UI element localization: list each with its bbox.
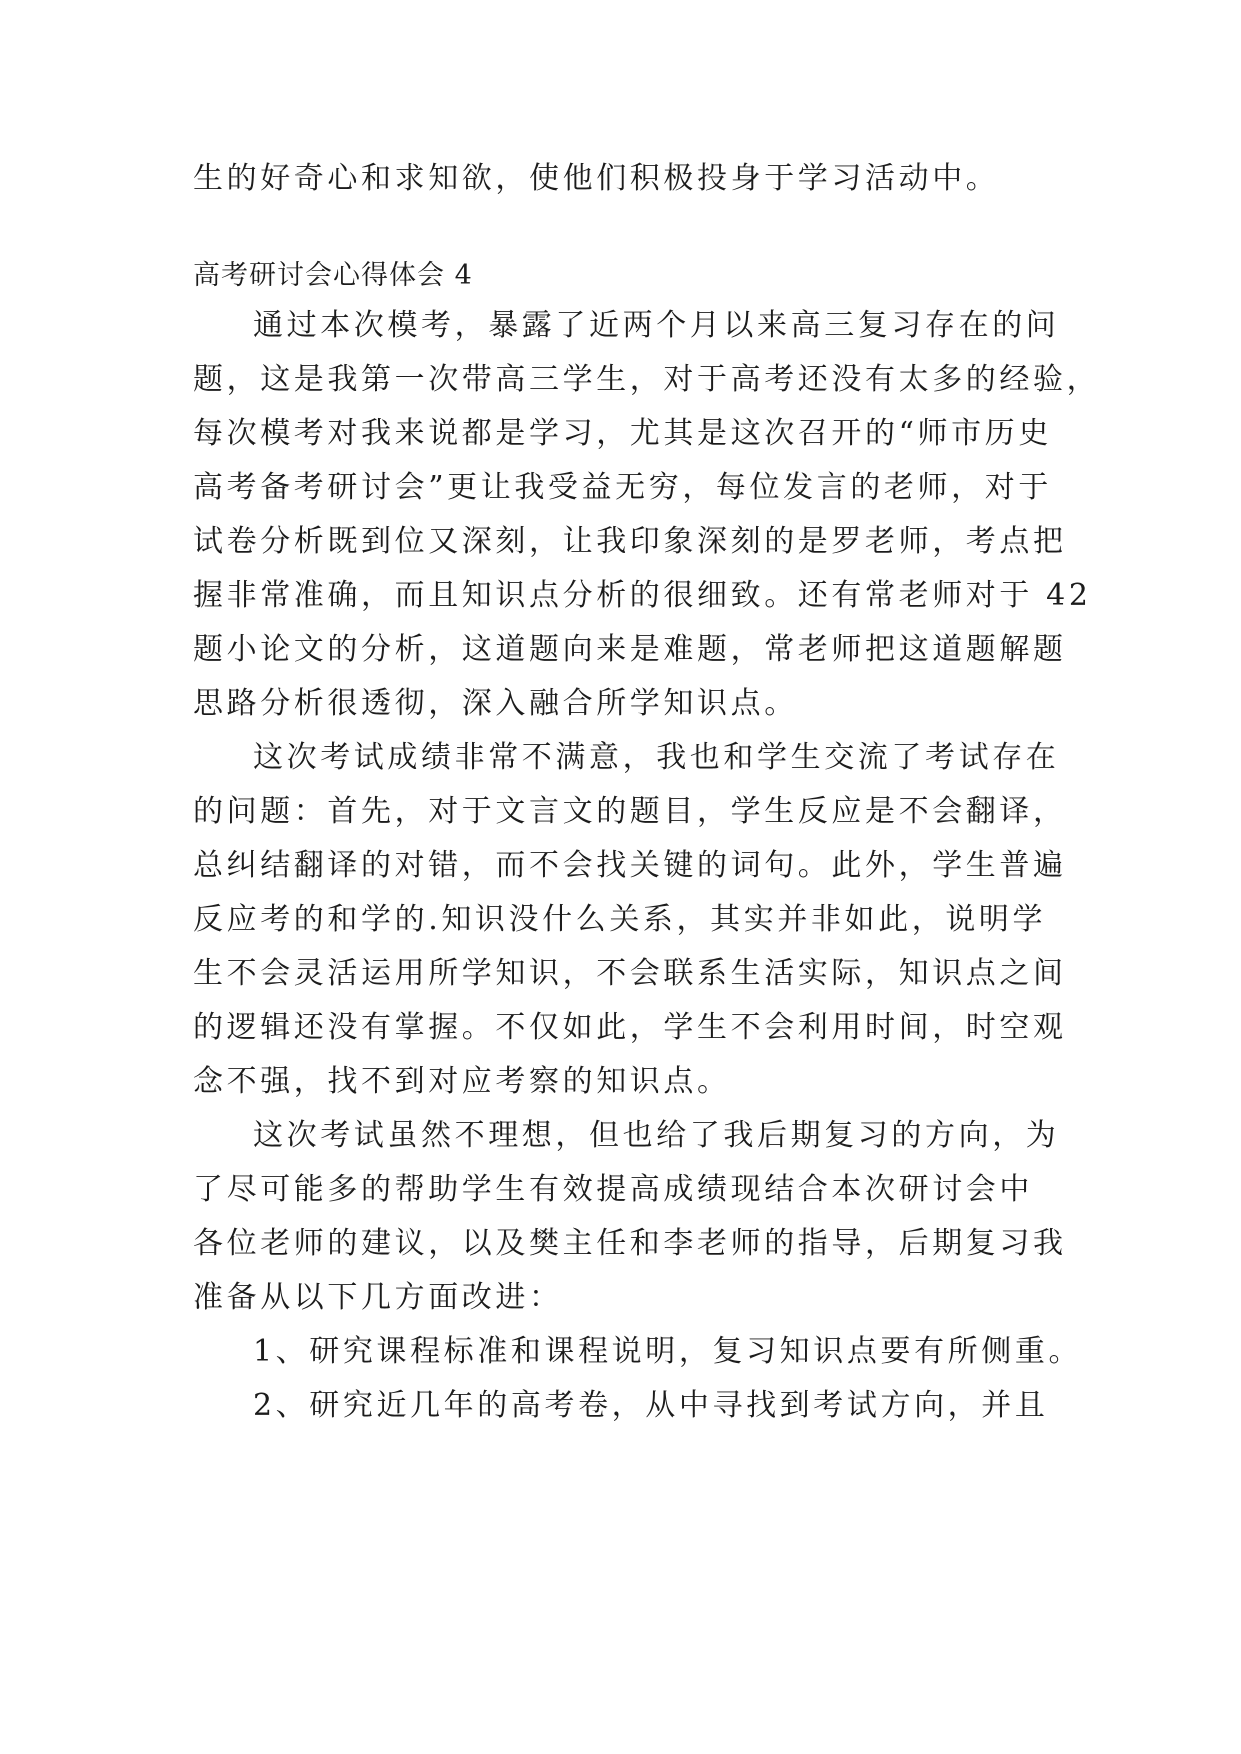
text-line: 的逻辑还没有掌握。不仅如此，学生不会利用时间，时空观 [193,1010,1067,1045]
section-heading: 高考研讨会心得体会 4 [193,260,473,291]
text-line: 准备从以下几方面改进： [193,1280,563,1315]
text-line: 了尽可能多的帮助学生有效提高成绩现结合本次研讨会中 [193,1172,1033,1207]
list-item: 1、研究课程标准和课程说明，复习知识点要有所侧重。 [253,1334,1083,1369]
text-line: 题小论文的分析，这道题向来是难题，常老师把这道题解题 [193,632,1067,667]
text-line: 念不强，找不到对应考察的知识点。 [193,1064,731,1099]
text-line: 题，这是我第一次带高三学生，对于高考还没有太多的经验， [193,362,1101,397]
paragraph-first-line: 这次考试成绩非常不满意，我也和学生交流了考试存在 [253,740,1060,775]
text-line: 思路分析很透彻，深入融合所学知识点。 [193,686,798,721]
paragraph-first-line: 这次考试虽然不理想，但也给了我后期复习的方向，为 [253,1118,1060,1153]
text-line: 的问题：首先，对于文言文的题目，学生反应是不会翻译， [193,794,1067,829]
text-line: 反应考的和学的.知识没什么关系，其实并非如此，说明学 [193,902,1047,937]
text-line: 每次模考对我来说都是学习，尤其是这次召开的“师市历史 [193,416,1052,451]
text-line: 各位老师的建议，以及樊主任和李老师的指导，后期复习我 [193,1226,1067,1261]
text-line: 试卷分析既到位又深刻，让我印象深刻的是罗老师，考点把 [193,524,1067,559]
text-line: 生的好奇心和求知欲，使他们积极投身于学习活动中。 [193,161,1000,196]
text-line: 握非常准确，而且知识点分析的很细致。还有常老师对于 42 [193,578,1092,613]
paragraph-first-line: 通过本次模考，暴露了近两个月以来高三复习存在的问 [253,308,1060,343]
text-line: 高考备考研讨会”更让我受益无穷，每位发言的老师，对于 [193,470,1052,505]
list-item: 2、研究近几年的高考卷，从中寻找到考试方向，并且 [253,1388,1049,1423]
text-line: 总纠结翻译的对错，而不会找关键的词句。此外，学生普遍 [193,848,1067,883]
text-line: 生不会灵活运用所学知识，不会联系生活实际，知识点之间 [193,956,1067,991]
